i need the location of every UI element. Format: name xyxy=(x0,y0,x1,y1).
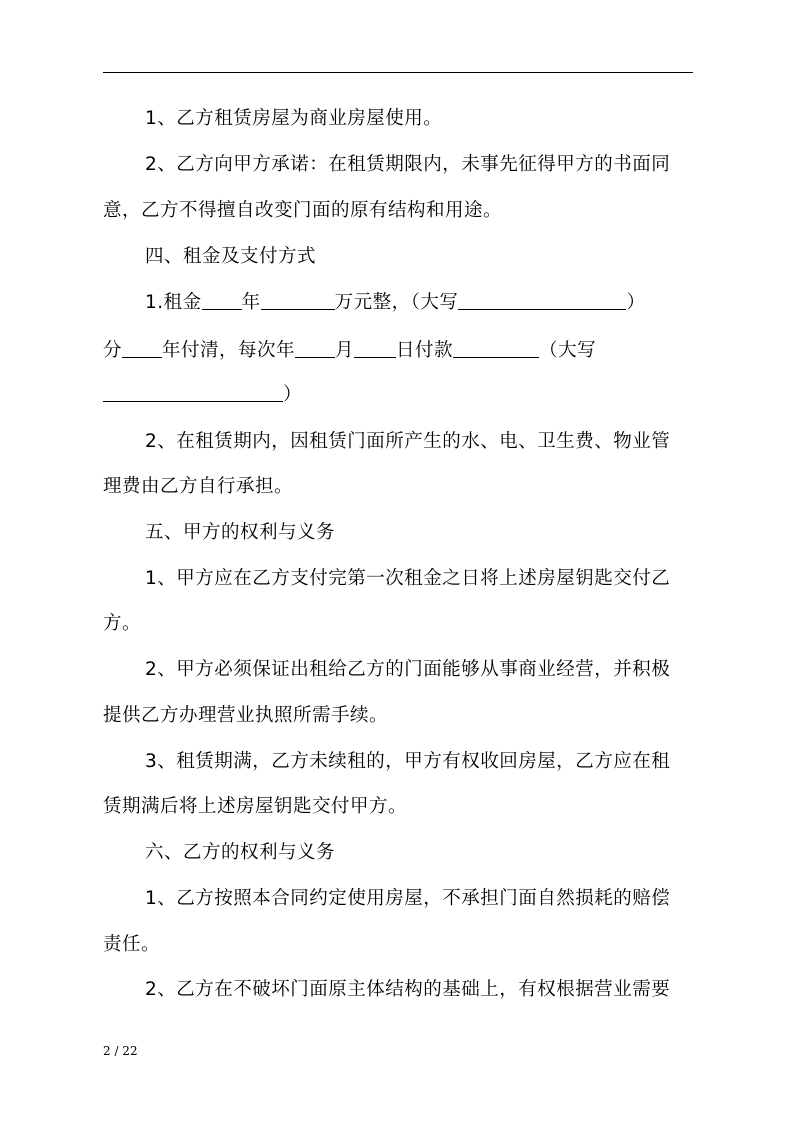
paragraph-line: 提供乙方办理营业执照所需手续。 xyxy=(103,705,389,726)
paragraph-line: 3、租赁期满，乙方未续租的，甲方有权收回房屋，乙方应在租 xyxy=(145,751,671,772)
paragraph-line: 1、乙方租赁房屋为商业房屋使用。 xyxy=(145,108,443,129)
paragraph-line: 2、乙方向甲方承诺：在租赁期限内，未事先征得甲方的书面同 xyxy=(145,154,671,175)
rent-year: 年 xyxy=(241,292,261,313)
rent-line-2 xyxy=(103,339,703,363)
blank-field xyxy=(354,339,396,358)
blank-field xyxy=(295,339,335,358)
paragraph-line: 方。 xyxy=(103,613,142,634)
blank-field xyxy=(453,339,539,358)
rent-daxie: （大写 xyxy=(539,340,597,361)
rent-paid: 年付清，每次年 xyxy=(162,340,296,361)
paragraph-line: 2、在租赁期内，因租赁门面所产生的水、电、卫生费、物业管 xyxy=(145,431,671,452)
rent-line-1 xyxy=(145,291,745,315)
section-heading: 四、租金及支付方式 xyxy=(145,246,317,267)
header-rule xyxy=(103,72,693,73)
paragraph-line: 责任。 xyxy=(103,934,161,955)
section-heading: 六、乙方的权利与义务 xyxy=(145,842,336,863)
paragraph-line: 2、甲方必须保证出租给乙方的门面能够从事商业经营，并积极 xyxy=(145,659,671,680)
rent-fen: 分 xyxy=(103,340,123,361)
blank-field xyxy=(122,339,162,358)
paragraph-line: 意，乙方不得擅自改变门面的原有结构和用途。 xyxy=(103,200,503,221)
paragraph-line: 赁期满后将上述房屋钥匙交付甲方。 xyxy=(103,796,408,817)
rent-prefix: 1.租金 xyxy=(145,292,202,313)
rent-month: 月 xyxy=(335,340,355,361)
paragraph-line: 2、乙方在不破坏门面原主体结构的基础上，有权根据营业需要 xyxy=(145,979,671,1000)
rent-close2: ） xyxy=(283,384,303,405)
rent-close: ） xyxy=(626,292,646,313)
blank-field xyxy=(202,291,242,310)
page-number: 2 / 22 xyxy=(103,1044,138,1058)
paragraph-line: 1、乙方按照本合同约定使用房屋，不承担门面自然损耗的赔偿 xyxy=(145,888,671,909)
blank-field xyxy=(458,291,626,310)
rent-line-3 xyxy=(103,383,703,407)
blank-field xyxy=(103,383,283,402)
blank-field xyxy=(261,291,335,310)
paragraph-line: 理费由乙方自行承担。 xyxy=(103,476,294,497)
rent-wan: 万元整，（大写 xyxy=(334,292,459,313)
rent-day: 日付款 xyxy=(396,340,454,361)
paragraph-line: 1、甲方应在乙方支付完第一次租金之日将上述房屋钥匙交付乙 xyxy=(145,568,671,589)
section-heading: 五、甲方的权利与义务 xyxy=(145,522,336,543)
